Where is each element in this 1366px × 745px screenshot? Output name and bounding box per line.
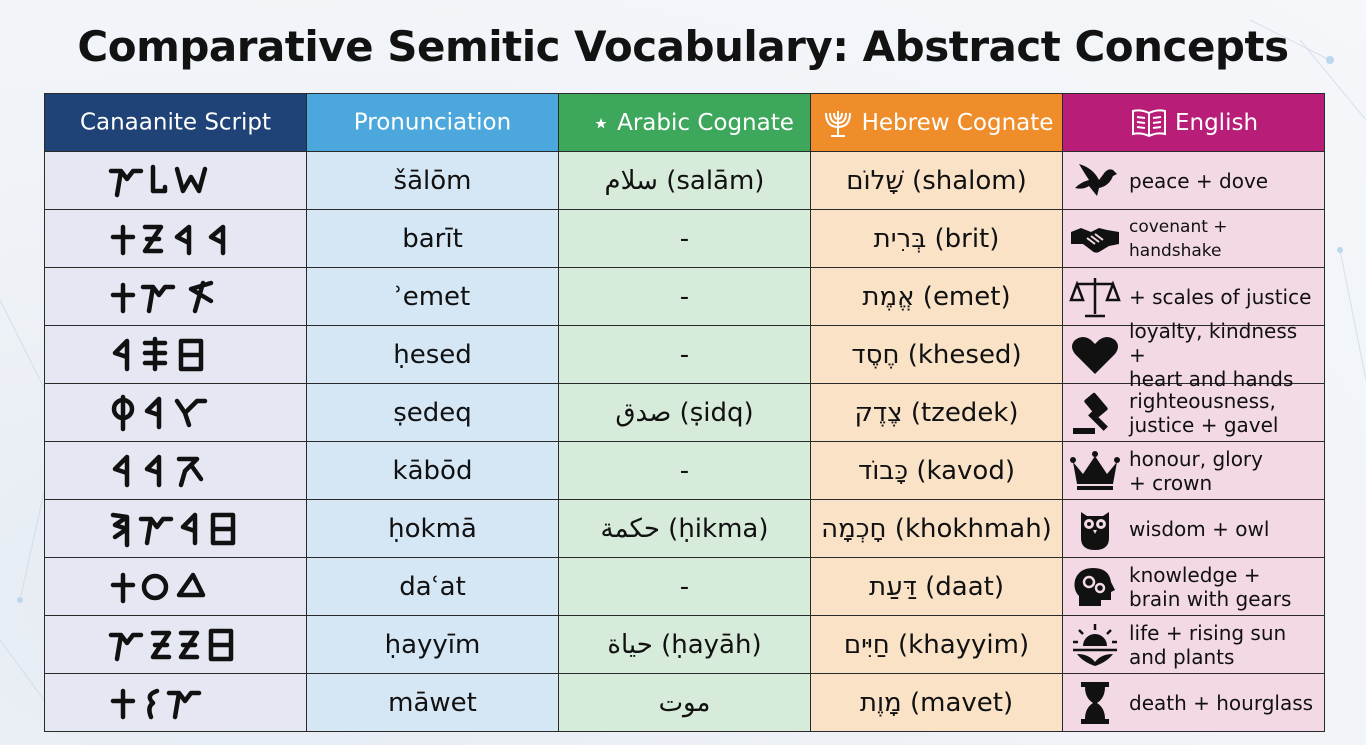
english-cell <box>1063 152 1325 210</box>
rising-sun-icon <box>1069 622 1121 668</box>
phoenician-word-brt <box>107 217 237 261</box>
english-cell <box>1063 210 1325 268</box>
english-cell <box>1063 674 1325 732</box>
english-text: covenant + handshake <box>1129 216 1228 261</box>
pronunciation-cell: ḥayyīm <box>307 616 559 674</box>
scales-icon <box>1069 274 1121 320</box>
canaanite-cell <box>45 326 307 384</box>
header-english-label: English <box>1174 109 1259 136</box>
brain-gears-icon <box>1069 564 1121 610</box>
header-hebrew-label: Hebrew Cognate <box>861 109 1054 136</box>
handshake-icon <box>1069 216 1121 262</box>
phoenician-word-hsd <box>107 333 227 377</box>
pronunciation-cell: ʾemet <box>307 268 559 326</box>
hebrew-cell: אֱמֶת (emet) <box>811 268 1063 326</box>
hebrew-cell: כָּבוֹד (kavod) <box>811 442 1063 500</box>
canaanite-cell <box>45 152 307 210</box>
canaanite-cell <box>45 558 307 616</box>
owl-icon <box>1069 506 1121 552</box>
pronunciation-cell: ḥokmā <box>307 500 559 558</box>
hebrew-cell: מָוֶת (mavet) <box>811 674 1063 732</box>
english-text: honour, glory + crown <box>1129 446 1263 495</box>
english-cell <box>1063 384 1325 442</box>
phoenician-word-slm <box>107 159 217 203</box>
arabic-cell: - <box>559 442 811 500</box>
arabic-cell: موت <box>559 674 811 732</box>
dove-icon <box>1069 158 1121 204</box>
arabic-cell: سلام (salām) <box>559 152 811 210</box>
crown-icon <box>1069 448 1121 494</box>
gavel-icon <box>1069 390 1121 436</box>
phoenician-word-hym <box>107 623 257 667</box>
canaanite-cell <box>45 384 307 442</box>
header-arabic-label: Arabic Cognate <box>617 109 794 136</box>
header-canaanite <box>45 94 307 152</box>
english-cell <box>1063 442 1325 500</box>
arabic-cell: - <box>559 210 811 268</box>
hebrew-cell: חֶסֶד (khesed) <box>811 326 1063 384</box>
header-hebrew <box>811 94 1063 152</box>
pronunciation-cell: daʿat <box>307 558 559 616</box>
hourglass-icon <box>1069 680 1121 726</box>
hebrew-cell: חַיִּים (khayyim) <box>811 616 1063 674</box>
table-row <box>45 268 1325 326</box>
pronunciation-cell: kābōd <box>307 442 559 500</box>
canaanite-cell <box>45 268 307 326</box>
english-text: death + hourglass <box>1129 690 1314 715</box>
phoenician-word-sdq <box>107 391 227 435</box>
pronunciation-cell: šālōm <box>307 152 559 210</box>
canaanite-cell <box>45 210 307 268</box>
pronunciation-cell: barīt <box>307 210 559 268</box>
canaanite-cell <box>45 674 307 732</box>
table-row <box>45 674 1325 732</box>
english-text: knowledge + brain with gears <box>1129 562 1292 611</box>
pronunciation-cell: māwet <box>307 674 559 732</box>
english-cell <box>1063 616 1325 674</box>
hebrew-cell: בְּרִית (brit) <box>811 210 1063 268</box>
open-book-icon <box>1129 106 1169 140</box>
phoenician-word-hkmh <box>107 507 257 551</box>
header-english <box>1063 94 1325 152</box>
arabic-cell: حياة (ḥayāh) <box>559 616 811 674</box>
arabic-cell: حكمة (ḥikma) <box>559 500 811 558</box>
phoenician-word-kbd <box>107 449 217 493</box>
english-text: wisdom + owl <box>1129 516 1270 541</box>
pronunciation-cell: ṣedeq <box>307 384 559 442</box>
header-arabic <box>559 94 811 152</box>
hebrew-cell: חָכְמָה (khokhmah) <box>811 500 1063 558</box>
vocabulary-table <box>44 93 1325 732</box>
english-cell <box>1063 268 1325 326</box>
header-row <box>45 94 1325 152</box>
english-text: + scales of justice <box>1129 284 1312 309</box>
english-text: life + rising sun and plants <box>1129 620 1287 669</box>
english-cell <box>1063 318 1325 391</box>
page-title: Comparative Semitic Vocabulary: Abstract Concepts <box>77 22 1289 71</box>
canaanite-cell <box>45 500 307 558</box>
table-row <box>45 384 1325 442</box>
english-text: loyalty, kindness + heart and hands <box>1129 318 1298 391</box>
english-cell <box>1063 558 1325 616</box>
phoenician-word-dt <box>107 565 217 609</box>
hebrew-cell: צֶדֶק (tzedek) <box>811 384 1063 442</box>
heart-icon <box>1069 332 1121 378</box>
menorah-icon <box>820 105 856 141</box>
canaanite-cell <box>45 616 307 674</box>
hebrew-cell: שָׁלוֹם (shalom) <box>811 152 1063 210</box>
phoenician-word-mwt <box>107 681 217 725</box>
table-row <box>45 152 1325 210</box>
header-canaanite-label: Canaanite Script <box>79 109 272 136</box>
pronunciation-cell: ḥesed <box>307 326 559 384</box>
table-row <box>45 442 1325 500</box>
phoenician-word-amt <box>107 275 227 319</box>
table-row <box>45 210 1325 268</box>
table-row <box>45 616 1325 674</box>
header-pronunciation-label: Pronunciation <box>353 109 512 136</box>
hebrew-cell: דַּעַת (daat) <box>811 558 1063 616</box>
header-pronunciation <box>307 94 559 152</box>
arabic-cell: - <box>559 326 811 384</box>
english-text: peace + dove <box>1129 168 1269 193</box>
english-cell <box>1063 500 1325 558</box>
english-text: righteousness, justice + gavel <box>1129 388 1279 437</box>
arabic-cell: - <box>559 558 811 616</box>
table-row <box>45 326 1325 384</box>
crescent-star-icon <box>575 105 611 141</box>
canaanite-cell <box>45 442 307 500</box>
arabic-cell: - <box>559 268 811 326</box>
table-row <box>45 500 1325 558</box>
arabic-cell: صدق (ṣidq) <box>559 384 811 442</box>
table-row <box>45 558 1325 616</box>
